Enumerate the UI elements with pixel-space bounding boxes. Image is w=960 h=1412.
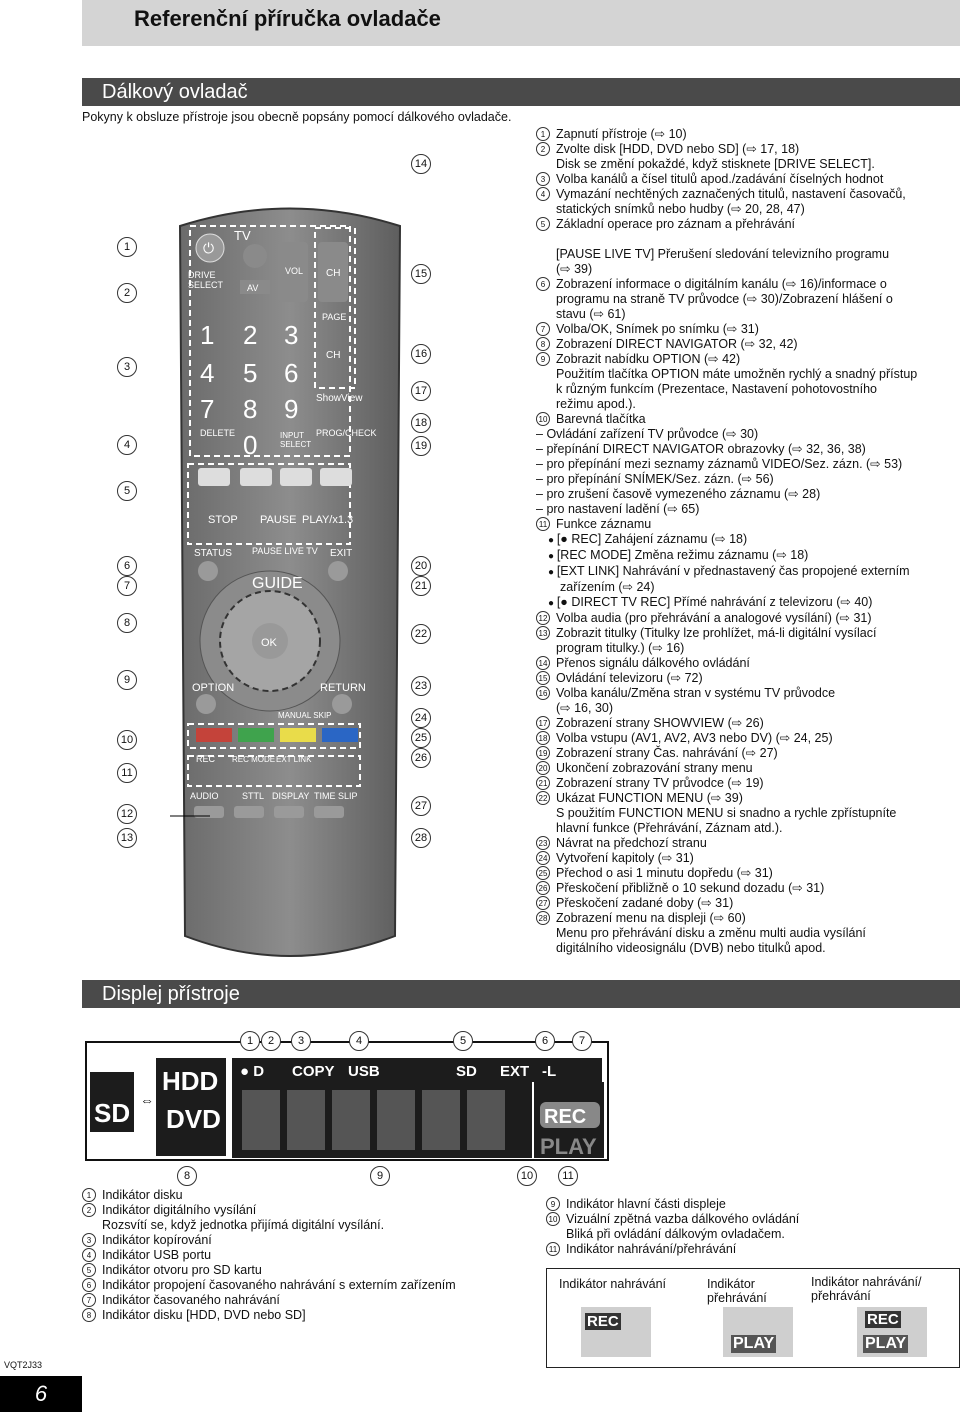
section-display-title: Displej přístroje [82,980,960,1008]
remote-item [536,626,956,656]
callout-24: 24 [411,708,431,728]
remote-item-number: 15 [536,671,550,685]
remote-item-line: program titulky.) (⇨ 16) [556,641,685,655]
svg-text:COPY: COPY [292,1063,335,1080]
remote-item-number: 28 [536,911,550,925]
section-remote-title: Dálkový ovladač [82,78,960,106]
callout-19: 19 [411,436,431,456]
display-item-line: Indikátor otvoru pro SD kartu [102,1263,262,1277]
remote-item-line: Volba audia (pro přehrávání a analogové vysílání) (⇨ 31) [556,611,872,625]
remote-item-line: Zapnutí přístroje (⇨ 10) [556,127,687,141]
remote-control-image [170,196,410,966]
remote-item-number: 26 [536,881,550,895]
display-item [82,1293,532,1308]
remote-item-number: 19 [536,746,550,760]
remote-item-number: 6 [536,277,550,291]
svg-text:4: 4 [200,358,215,388]
ind-label-recplay: Indikátor nahrávání/ přehrávání [811,1275,922,1303]
remote-item-line: Ukázat FUNCTION MENU (⇨ 39) [556,791,743,805]
remote-item-line: Použitím tlačítka OPTION máte umožněn rychlý a snadný přístup [556,367,918,381]
remote-item-number: 7 [536,322,550,336]
callout-21: 21 [411,576,431,596]
remote-item-line: Zobrazení strany SHOWVIEW (⇨ 26) [556,716,764,730]
remote-item [536,517,956,532]
ind-label-play: Indikátor přehrávání [707,1277,767,1305]
remote-item [536,866,956,881]
display-item-number: 6 [82,1278,96,1292]
display-item-line: Indikátor digitálního vysílání [102,1203,257,1217]
rec-function-bullet: ● [EXT LINK] Nahrávání v přednastavený čas propojené externím zařízením (⇨ 24) [536,564,956,595]
remote-item-line: Volba vstupu (AV1, AV2, AV3 nebo DV) (⇨ 24, 25) [556,731,833,745]
callout-27: 27 [411,796,431,816]
display-item-line: Bliká při ovládání dálkovým ovladačem. [566,1227,785,1241]
callout-13: 13 [117,828,137,848]
display-item-line: Indikátor nahrávání/přehrávání [566,1242,737,1256]
remote-item-number: 8 [536,337,550,351]
display-item [82,1188,532,1203]
remote-item-line: S použitím FUNCTION MENU si snadno a rychle zpřístupníte [556,806,897,820]
display-item [546,1242,956,1257]
svg-text:SD: SD [456,1063,477,1080]
display-items-left [82,1188,532,1323]
remote-item [536,611,956,626]
disp-callout-5: 5 [453,1031,473,1051]
remote-item [536,746,956,761]
remote-item-line: programu na straně TV průvodce (⇨ 30)/Zobrazení hlášení o [556,292,893,306]
svg-text:0: 0 [243,430,258,460]
display-item [82,1308,532,1323]
remote-item-line: režimu apod.). [556,397,636,411]
callout-16: 16 [411,344,431,364]
remote-item [536,352,956,412]
remote-item [536,277,956,322]
remote-item-line: Volba kanálu/Změna stran v systému TV průvodce [556,686,836,700]
svg-text:AV: AV [247,283,259,293]
doc-code: VQT2J33 [4,1360,43,1370]
remote-item-line: Přeskočení přibližně o 10 sekund dozadu (⇨ 31) [556,881,825,895]
display-item [82,1248,532,1263]
remote-tv-label: TV [234,228,251,243]
disp-callout-1: 1 [240,1031,260,1051]
svg-text:EXT LINK: EXT LINK [276,755,312,764]
callout-5: 5 [117,481,137,501]
svg-text:8: 8 [243,394,258,424]
disp-callout-7: 7 [572,1031,592,1051]
svg-text:STATUS: STATUS [194,548,232,559]
display-item-number: 4 [82,1248,96,1262]
callout-8: 8 [117,613,137,633]
svg-text:3: 3 [284,320,299,350]
callout-26: 26 [411,748,431,768]
display-item-line: Rozsvítí se, když jednotka přijímá digitální vysílání. [102,1218,385,1232]
page-number: 6 [0,1376,82,1412]
disp-callout-9: 9 [370,1166,390,1186]
svg-text:DVD: DVD [166,1104,221,1134]
remote-item-line: Zobrazit titulky (Titulky lze prohlížet, má-li digitální vysílací [556,626,877,640]
display-item-number: 8 [82,1308,96,1322]
remote-item-line: [PAUSE LIVE TV] Přerušení sledování televizního programu [556,247,890,261]
svg-text:STTL: STTL [242,791,265,801]
svg-text:RETURN: RETURN [320,682,366,694]
ind-tile-rec-text: REC [587,1313,619,1330]
svg-text:GUIDE: GUIDE [252,575,303,592]
remote-item [536,836,956,851]
display-item-number: 9 [546,1197,560,1211]
svg-text:USB: USB [348,1063,380,1080]
remote-item-line: Přechod o asi 1 minutu dopředu (⇨ 31) [556,866,773,880]
remote-item-number: 25 [536,866,550,880]
remote-item-number: 10 [536,412,550,426]
remote-item [536,671,956,686]
remote-item-line: (⇨ 39) [556,262,593,276]
remote-item-line: Volba kanálů a čísel titulů apod./zadávání číselných hodnot [556,172,884,186]
remote-item-number: 17 [536,716,550,730]
display-item-line: Indikátor hlavní části displeje [566,1197,726,1211]
rec-function-bullet: ● [REC MODE] Změna režimu záznamu (⇨ 18) [536,548,956,564]
remote-item-line: Zobrazit nabídku OPTION (⇨ 42) [556,352,741,366]
callout-10: 10 [117,730,137,750]
disp-callout-6: 6 [535,1031,555,1051]
remote-item [536,851,956,866]
remote-item-number: 4 [536,187,550,201]
svg-text:DISPLAY: DISPLAY [272,791,310,801]
svg-text:INPUT: INPUT [280,431,304,440]
callout-18: 18 [411,413,431,433]
svg-text:CH: CH [326,350,341,361]
remote-item-number: 23 [536,836,550,850]
remote-item [536,172,956,187]
color-button-function: – přepínání DIRECT NAVIGATOR obrazovky (⇨ 32, 36, 38) [536,442,956,457]
remote-item [536,217,956,277]
remote-item-line: Zobrazení strany Čas. nahrávání (⇨ 27) [556,746,778,760]
remote-item [536,686,956,716]
display-item-number: 3 [82,1233,96,1247]
display-item [546,1197,956,1212]
svg-text:DELETE: DELETE [200,428,236,438]
display-item-line: Indikátor USB portu [102,1248,212,1262]
remote-item-line: Základní operace pro záznam a přehrávání [556,217,796,231]
remote-item-line: Zobrazení menu na displeji (⇨ 60) [556,911,746,925]
display-item [82,1233,532,1248]
display-item-line: Indikátor propojení časovaného nahrávání s externím zařízením [102,1278,456,1292]
display-item-line: Indikátor disku [102,1188,183,1202]
remote-item-line: Přenos signálu dálkového ovládání [556,656,750,670]
remote-item-line: hlavní funkce (Přehrávání, Záznam atd.). [556,821,783,835]
remote-item-number: 5 [536,217,550,231]
remote-item-number: 14 [536,656,550,670]
svg-text:TIME SLIP: TIME SLIP [314,791,358,801]
svg-text:OK: OK [261,637,277,649]
svg-text:REC: REC [196,754,216,764]
ind-tile-recplay-rec: REC [867,1311,899,1328]
remote-item-number: 24 [536,851,550,865]
page-title: Referenční příručka ovladače [134,6,441,31]
disp-callout-11: 11 [558,1166,578,1186]
indicator-examples-box [546,1268,960,1368]
remote-item [536,337,956,352]
remote-item [536,731,956,746]
callout-4: 4 [117,435,137,455]
disp-callout-3: 3 [291,1031,311,1051]
remote-item-line: k různým funkcím (Prezentace, Nastavení pohotovostního [556,382,877,396]
disp-callout-8: 8 [177,1166,197,1186]
callout-23: 23 [411,676,431,696]
remote-item-line: Volba/OK, Snímek po snímku (⇨ 31) [556,322,759,336]
disp-callout-2: 2 [261,1031,281,1051]
remote-item-line: Zvolte disk [HDD, DVD nebo SD] (⇨ 17, 18) [556,142,800,156]
remote-item-line: Návrat na předchozí stranu [556,836,707,850]
remote-item-line: Přeskočení zadané doby (⇨ 31) [556,896,734,910]
rec-function-bullet: ● [● DIRECT TV REC] Přímé nahrávání z televizoru (⇨ 40) [536,595,956,611]
display-item-number: 11 [546,1242,560,1256]
callout-1: 1 [117,237,137,257]
remote-item-number: 12 [536,611,550,625]
display-item [82,1263,532,1278]
remote-item-line: Zobrazení informace o digitálním kanálu (⇨ 16)/informace o [556,277,887,291]
display-item [82,1278,532,1293]
svg-text:OPTION: OPTION [192,682,235,694]
svg-text:-L: -L [542,1063,557,1080]
remote-item-number: 13 [536,626,550,640]
svg-text:PROG/CHECK: PROG/CHECK [316,428,377,438]
svg-text:SD: SD [94,1098,131,1128]
svg-text:HDD: HDD [162,1066,219,1096]
color-button-function: – pro nastavení ladění (⇨ 65) [536,502,956,517]
remote-item-line: Ukončení zobrazování strany menu [556,761,753,775]
ind-tile-rec [581,1307,651,1357]
remote-item-line [556,232,889,247]
remote-item-line: Disk se změní pokaždé, když stisknete [DRIVE SELECT]. [556,157,875,171]
ind-tile-recplay-play: PLAY [865,1335,907,1352]
remote-item [536,127,956,142]
svg-text:5: 5 [243,358,258,388]
display-item-number: 5 [82,1263,96,1277]
svg-text:MANUAL SKIP: MANUAL SKIP [278,711,332,720]
callout-15: 15 [411,264,431,284]
svg-text:1: 1 [200,320,215,350]
remote-item-line: digitálního videosignálu (DVB) nebo titulků apod. [556,941,826,955]
callout-14: 14 [411,154,431,174]
remote-item-line: Ovládání televizoru (⇨ 72) [556,671,703,685]
remote-item-line: stavu (⇨ 61) [556,307,626,321]
remote-item [536,656,956,671]
svg-text:PLAY: PLAY [540,1134,597,1159]
svg-text:PAUSE: PAUSE [260,514,297,526]
remote-item [536,187,956,217]
disp-callout-10: 10 [517,1166,537,1186]
rec-function-bullet: ● [● REC] Zahájení záznamu (⇨ 18) [536,532,956,548]
svg-text:ShowView: ShowView [316,393,363,404]
remote-item [536,911,956,956]
svg-text:PAUSE LIVE TV: PAUSE LIVE TV [252,546,318,556]
svg-text:REC: REC [544,1106,587,1128]
callout-22: 22 [411,624,431,644]
display-item-line: Indikátor disku [HDD, DVD nebo SD] [102,1308,306,1322]
display-item-number: 7 [82,1293,96,1307]
svg-text:● D: ● D [240,1063,265,1080]
ind-tile-recplay [857,1307,927,1357]
callout-2: 2 [117,283,137,303]
color-button-function: – pro přepínání mezi seznamy záznamů VIDEO/Sez. zázn. (⇨ 53) [536,457,956,472]
svg-text:PLAY/x1.3: PLAY/x1.3 [302,514,354,526]
color-button-function: – pro přepínání SNÍMEK/Sez. zázn. (⇨ 56) [536,472,956,487]
callout-7: 7 [117,576,137,596]
remote-item-number: 22 [536,791,550,805]
svg-text:DRIVE: DRIVE [188,270,216,280]
remote-item-number: 16 [536,686,550,700]
display-item-number: 1 [82,1188,96,1202]
callout-12: 12 [117,804,137,824]
remote-item-line: Vymazání nechtěných zaznačených titulů, nastavení časovačů, [556,187,906,201]
svg-text:7: 7 [200,394,215,424]
callout-9: 9 [117,670,137,690]
remote-item-number: 1 [536,127,550,141]
display-item [546,1212,956,1242]
callout-3: 3 [117,357,137,377]
ind-tile-play-text: PLAY [733,1335,775,1352]
ind-tile-play [723,1307,793,1357]
callout-20: 20 [411,556,431,576]
display-item-line: Vizuální zpětná vazba dálkového ovládání [566,1212,800,1226]
display-item [82,1203,532,1233]
remote-item-line: Zobrazení DIRECT NAVIGATOR (⇨ 32, 42) [556,337,798,351]
remote-item-number: 20 [536,761,550,775]
svg-text:SELECT: SELECT [188,280,224,290]
remote-item [536,412,956,427]
svg-text:⏻: ⏻ [203,240,215,256]
remote-item [536,716,956,731]
remote-item-number: 18 [536,731,550,745]
svg-text:2: 2 [243,320,258,350]
remote-item-number: 3 [536,172,550,186]
ind-label-rec: Indikátor nahrávání [559,1277,667,1291]
remote-item [536,776,956,791]
svg-text:VOL: VOL [285,266,304,276]
callout-25: 25 [411,728,431,748]
remote-item [536,761,956,776]
svg-text:REC MODE: REC MODE [232,755,276,764]
color-button-function: – Ovládání zařízení TV průvodce (⇨ 30) [536,427,956,442]
remote-item-number: 11 [536,517,550,531]
remote-item-number: 9 [536,352,550,366]
callout-28: 28 [411,828,431,848]
remote-item-line: Vytvoření kapitoly (⇨ 31) [556,851,694,865]
remote-item [536,881,956,896]
remote-item-line: Funkce záznamu [556,517,652,531]
display-item-line: Indikátor časovaného nahrávání [102,1293,280,1307]
callout-6: 6 [117,556,137,576]
svg-text:CH: CH [326,268,341,279]
remote-item-number: 21 [536,776,550,790]
display-item-line: Indikátor kopírování [102,1233,212,1247]
disp-callout-4: 4 [349,1031,369,1051]
svg-text:PAGE: PAGE [322,312,347,322]
remote-items-list [536,127,956,956]
remote-item [536,791,956,836]
callout-11: 11 [117,763,137,783]
display-items-right [546,1197,956,1257]
svg-text:⇔: ⇔ [140,1092,154,1108]
display-item-number: 10 [546,1212,560,1226]
remote-item [536,322,956,337]
svg-text:9: 9 [284,394,299,424]
svg-text:AUDIO: AUDIO [190,791,219,801]
svg-text:SELECT: SELECT [280,440,312,449]
color-button-function: – pro zrušení časově vymezeného záznamu (⇨ 28) [536,487,956,502]
remote-item [536,896,956,911]
intro-text: Pokyny k obsluze přístroje jsou obecně popsány pomocí dálkového ovladače. [82,110,512,124]
svg-text:STOP: STOP [208,514,238,526]
svg-text:6: 6 [284,358,299,388]
remote-item-line: Barevná tlačítka [556,412,646,426]
remote-item-line: Menu pro přehrávání disku a změnu multi audia vysílání [556,926,866,940]
display-item-number: 2 [82,1203,96,1217]
remote-item-line: statických snímků nebo hudby (⇨ 20, 28, 47) [556,202,805,216]
remote-item-number: 27 [536,896,550,910]
svg-text:EXIT: EXIT [330,548,353,559]
callout-17: 17 [411,381,431,401]
remote-item [536,142,956,172]
display-panel-image [82,1030,622,1190]
svg-text:EXT: EXT [500,1063,530,1080]
remote-item-line: Zobrazení strany TV průvodce (⇨ 19) [556,776,764,790]
remote-item-number: 2 [536,142,550,156]
remote-item-line: (⇨ 16, 30) [556,701,614,715]
